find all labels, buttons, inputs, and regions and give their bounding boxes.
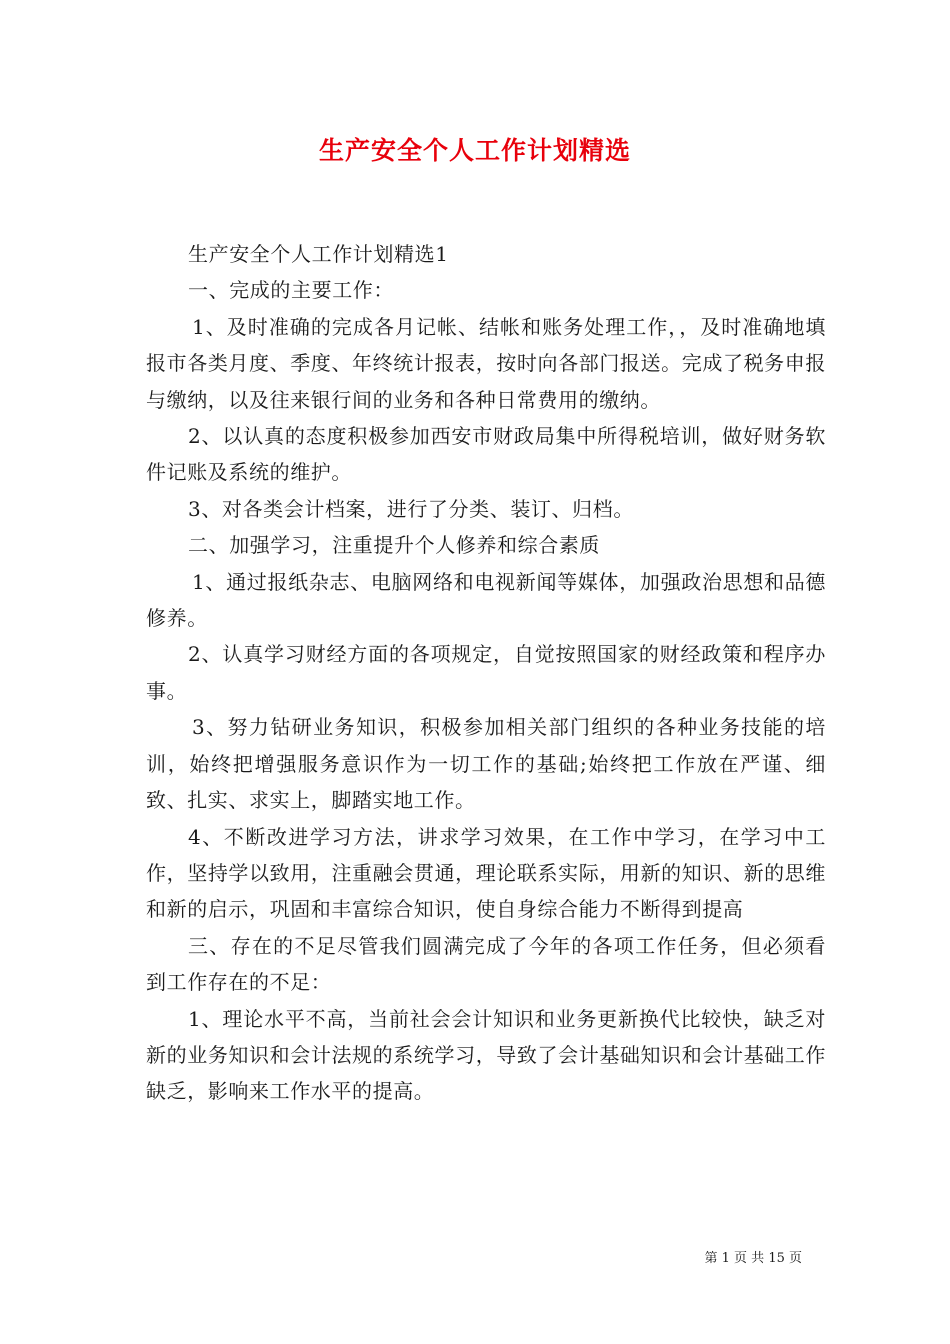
document-title: 生产安全个人工作计划精选 — [318, 136, 631, 165]
paragraph-item: 3、努力钻研业务知识，积极参加相关部门组织的各种业务技能的培训，始终把增强服务意识作为一切工作的基础;始终把工作放在严谨、细致、扎实、求实上，脚踏实地工作。 — [146, 715, 826, 813]
paragraph-item: 1、及时准确的完成各月记帐、结帐和账务处理工作，，及时准确地填报市各类月度、季度、年终统计报表，按时向各部门报送。完成了税务申报与缴纳，以及往来银行间的业务和各种日常费用的缴纳。 — [146, 314, 826, 412]
paragraph-item: 1、通过报纸杂志、电脑网络和电视新闻等媒体，加强政治思想和品德修养。 — [146, 569, 826, 631]
section-subtitle: 生产安全个人工作计划精选1 — [188, 242, 449, 266]
heading-study: 二、加强学习，注重提升个人修养和综合素质 — [188, 533, 600, 558]
heading-main-work: 一、完成的主要工作： — [188, 278, 394, 303]
document-body — [146, 236, 826, 1110]
paragraph-item: 3、对各类会计档案，进行了分类、装订、归档。 — [188, 496, 634, 521]
page-number: 第 1 页 共 15 页 — [704, 1251, 802, 1266]
paragraph-item: 1、理论水平不高，当前社会会计知识和业务更新换代比较快，缺乏对新的业务知识和会计法规的系统学习，导致了会计基础知识和会计基础工作缺乏，影响来工作水平的提高。 — [146, 1006, 826, 1104]
heading-shortcomings: 三、存在的不足尽管我们圆满完成了今年的各项工作任务，但必须看到工作存在的不足： — [146, 933, 826, 995]
paragraph-item: 4、不断改进学习方法，讲求学习效果，在工作中学习，在学习中工作，坚持学以致用，注重融会贯通，理论联系实际，用新的知识、新的思维和新的启示，巩固和丰富综合知识，使自身综合能力不断得到提高 — [146, 824, 826, 922]
paragraph-item: 2、以认真的态度积极参加西安市财政局集中所得税培训，做好财务软件记账及系统的维护。 — [146, 424, 826, 485]
paragraph-item: 2、认真学习财经方面的各项规定，自觉按照国家的财经政策和程序办事。 — [146, 642, 826, 703]
